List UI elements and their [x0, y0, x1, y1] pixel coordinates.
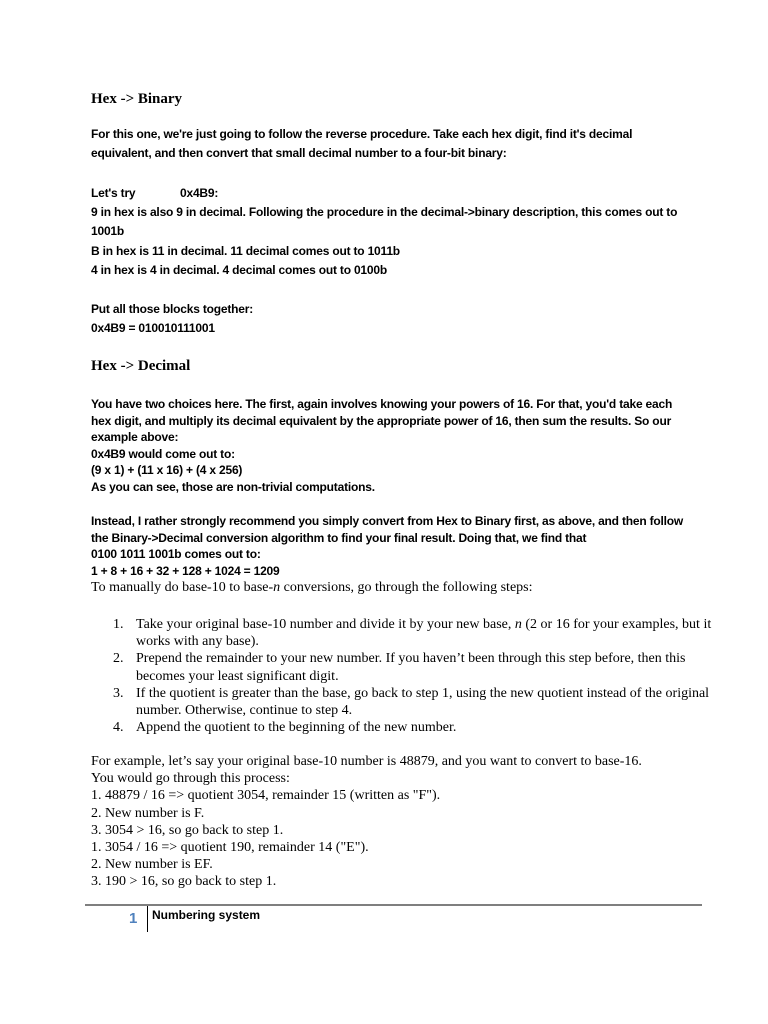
list-item [113, 650, 716, 684]
example-line: You would go through this process: [91, 771, 290, 787]
list-text-post: (2 or 16 for your examples, but it works with any base). [136, 617, 712, 650]
para-line: As you can see, those are non-trivial computations. [91, 479, 375, 494]
manual-intro [91, 579, 701, 596]
list-text-pre: Append the quotient to the beginning of the new number. [136, 720, 457, 736]
hex-binary-example [91, 184, 701, 280]
example-line: 2. New number is F. [91, 805, 205, 821]
list-item [113, 685, 716, 719]
page-number: 1 [129, 910, 138, 927]
para-line: 0x4B9 would come out to: [91, 446, 235, 461]
lets-try-value: 0x4B9: [180, 186, 219, 200]
hex-binary-result [91, 300, 701, 338]
intro-line: equivalent, and then convert that small decimal number to a four-bit binary: [91, 146, 507, 161]
list-number: 1. [113, 617, 124, 632]
list-item [113, 719, 716, 736]
para-line: (9 x 1) + (11 x 16) + (4 x 256) [91, 463, 243, 477]
step-line: B in hex is 11 in decimal. 11 decimal comes out to 1011b [91, 243, 400, 258]
list-item [113, 616, 716, 650]
intro-line: For this one, we're just going to follow the reverse procedure. Take each hex digit, find it's decimal [91, 127, 633, 141]
para-line: example above: [91, 430, 179, 444]
step-line: 1001b [91, 224, 125, 239]
conversion-steps-list [91, 616, 716, 736]
result-line: 0x4B9 = 010010111001 [91, 321, 215, 336]
heading-hex-binary: Hex -> Binary [91, 91, 183, 107]
step-line: 4 in hex is 4 in decimal. 4 decimal comes out to 0100b [91, 262, 387, 277]
example-line: 1. 48879 / 16 => quotient 3054, remainder 15 (written as "F"). [91, 788, 441, 804]
list-text-pre: If the quotient is greater than the base, go back to step 1, using the new quotient instead of the original number. Otherwise, continue to step 4. [136, 685, 710, 719]
example-line: 3. 190 > 16, so go back to step 1. [91, 874, 277, 890]
footer-title: Numbering system [152, 908, 261, 922]
manual-intro-var: n [273, 580, 281, 595]
example-line: 2. New number is EF. [91, 857, 213, 873]
list-number: 3. [113, 685, 124, 701]
lets-try-line [91, 184, 701, 203]
footer-divider [147, 906, 148, 932]
para-line: 0100 1011 1001b comes out to: [91, 547, 261, 561]
manual-intro-pre: To manually do base-10 to base- [91, 580, 274, 595]
manual-example [91, 753, 701, 891]
manual-intro-post: conversions, go through the following steps: [280, 580, 533, 595]
lets-try-label: Let's try [91, 186, 136, 200]
hex-decimal-para1 [91, 396, 701, 495]
result-line: Put all those blocks together: [91, 302, 254, 316]
hex-binary-intro [91, 125, 701, 163]
hex-decimal-para2 [91, 513, 701, 579]
para-line: 1 + 8 + 16 + 32 + 128 + 1024 = 1209 [91, 563, 280, 578]
para-line: You have two choices here. The first, again involves knowing your powers of 16. For that, you'd take each [91, 397, 673, 411]
step-line: 9 in hex is also 9 in decimal. Following the procedure in the decimal->binary description, this comes out to [91, 205, 678, 220]
para-line: Instead, I rather strongly recommend you simply convert from Hex to Binary first, as above, and then follow [91, 514, 684, 528]
list-text-var: n [514, 617, 522, 632]
heading-hex-decimal: Hex -> Decimal [91, 358, 191, 374]
example-line: 1. 3054 / 16 => quotient 190, remainder 14 ("E"). [91, 840, 369, 856]
list-number: 4. [113, 720, 124, 736]
example-line: 3. 3054 > 16, so go back to step 1. [91, 822, 284, 838]
footer-rule [85, 904, 702, 906]
example-line: For example, let’s say your original base-10 number is 48879, and you want to convert to base-16. [91, 754, 642, 769]
list-number: 2. [113, 651, 124, 667]
list-text-pre: Prepend the remainder to your new number. If you haven’t been through this step before, then this becomes your least significant digit. [136, 651, 686, 684]
list-text-pre: Take your original base-10 number and divide it by your new base, [136, 617, 515, 632]
para-line: hex digit, and multiply its decimal equivalent by the appropriate power of 16, then sum the results. So our [91, 413, 672, 428]
para-line: the Binary->Decimal conversion algorithm to find your final result. Doing that, we find that [91, 530, 587, 545]
